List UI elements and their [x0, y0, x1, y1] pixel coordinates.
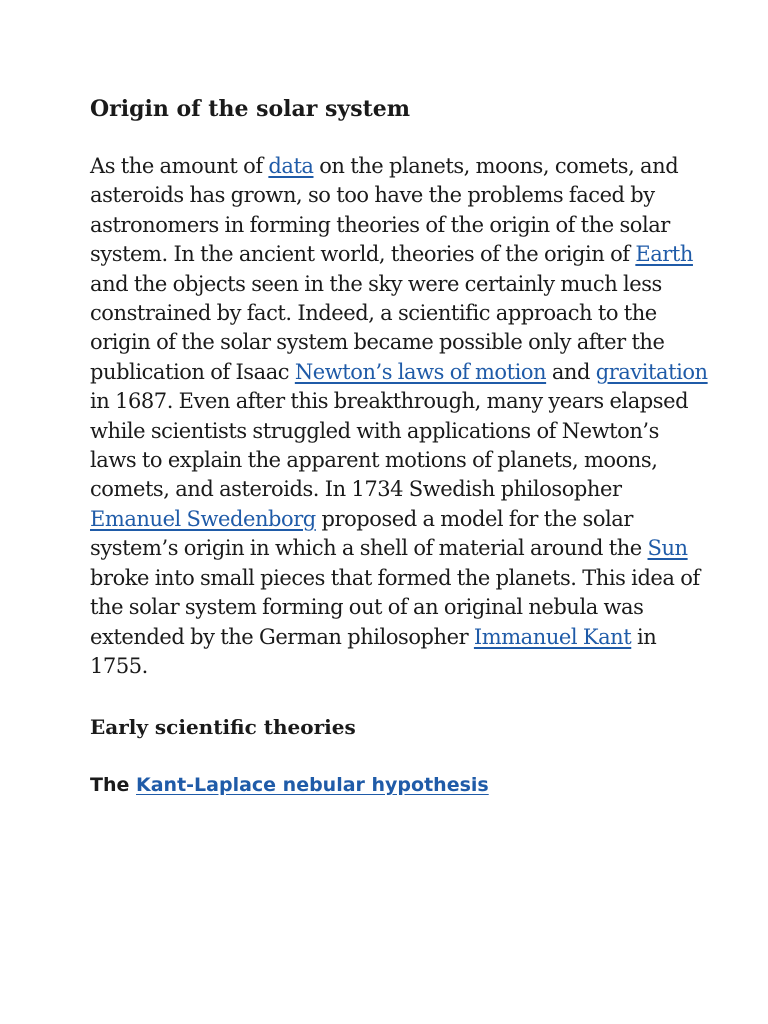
- article: [90, 94, 710, 799]
- paragraph-text: in 1755.: [90, 624, 657, 678]
- paragraph-text: on the planets, moons, comets, and asteroids has grown, so too have the problems faced by astronomers in forming theories of the origin of the solar system. In the ancient world, theories of the origin of: [90, 154, 679, 267]
- link-emanuel-swedenborg[interactable]: Emanuel Swedenborg: [90, 506, 316, 531]
- link-kant-laplace-nebular-hypothesis[interactable]: Kant-Laplace nebular hypothesis: [136, 774, 489, 797]
- article-title: Origin of the solar system: [90, 96, 411, 122]
- section-heading: Early scientific theories: [90, 715, 356, 740]
- link-data[interactable]: data: [268, 154, 314, 178]
- paragraph-text: in 1687. Even after this breakthrough, many years elapsed while scientists struggled with applications of Newton’s laws to explain the apparent motions of planets, moons, comets, and asteroids. In 1734 Swedish philosopher: [90, 389, 689, 502]
- link-immanuel-kant[interactable]: Immanuel Kant: [473, 624, 632, 649]
- link-gravitation[interactable]: gravitation: [595, 359, 708, 384]
- subheading: [90, 771, 710, 799]
- paragraph-text: As the amount of: [90, 154, 269, 178]
- paragraph-text: and: [546, 359, 596, 384]
- article-paragraph: [90, 152, 710, 681]
- paragraph-text: and the objects seen in the sky were certainly much less constrained by fact. Indeed, a scientific approach to the origin of the solar system became possible only after the publication of Isaac: [90, 271, 665, 384]
- link-newtons-laws-of-motion[interactable]: Newton’s laws of motion: [294, 359, 547, 384]
- paragraph-text: proposed a model for the solar system’s origin in which a shell of material around the: [90, 506, 648, 561]
- subheading-prefix: The: [90, 774, 136, 797]
- link-earth[interactable]: Earth: [635, 242, 693, 267]
- link-sun[interactable]: Sun: [647, 536, 688, 561]
- paragraph-text: broke into small pieces that formed the planets. This idea of the solar system forming out of an original nebula was extended by the German philosopher: [90, 565, 700, 649]
